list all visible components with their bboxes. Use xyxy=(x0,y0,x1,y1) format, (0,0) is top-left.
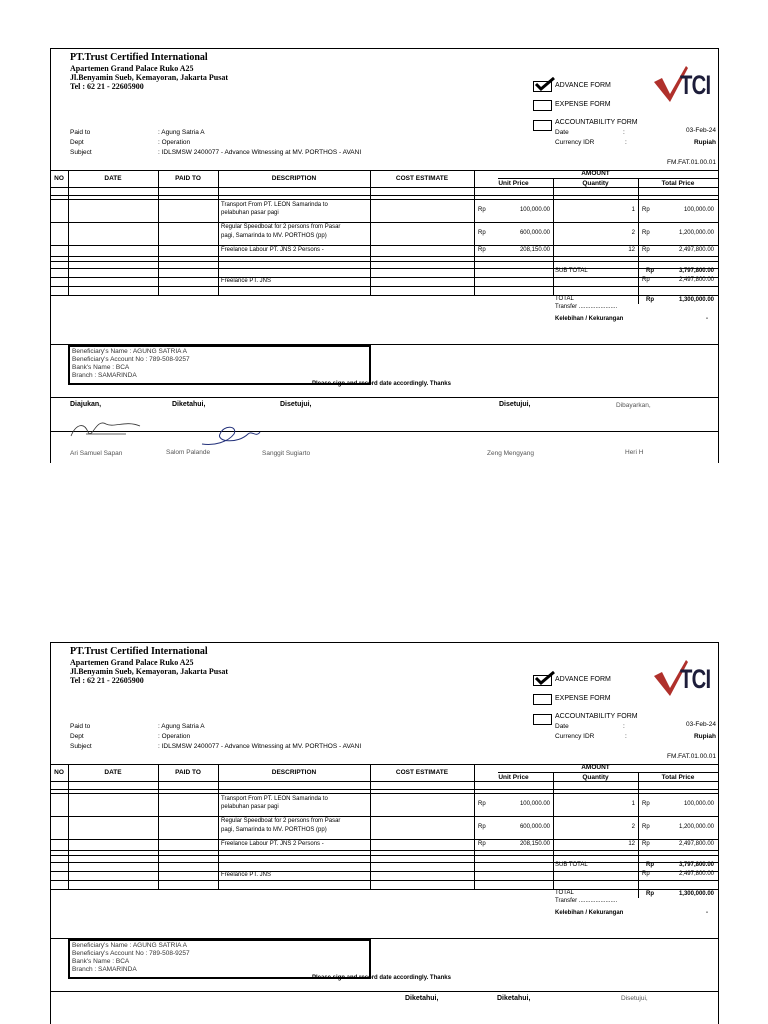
bank-name: Bank's Name : BCA xyxy=(72,958,130,965)
company-name: PT.Trust Certified International xyxy=(70,52,208,63)
logo-text: TCI xyxy=(680,664,711,694)
dept-label: Dept xyxy=(70,733,84,740)
row-line xyxy=(50,839,718,840)
amount-split-line xyxy=(498,178,718,179)
total-value: 1,300,000.00 xyxy=(678,891,714,897)
company-name: PT.Trust Certified International xyxy=(70,646,208,657)
row2-unit: 600,000.00 xyxy=(519,824,550,830)
signer-5: Heri H xyxy=(625,449,644,456)
row-line xyxy=(50,286,718,287)
beneficiary-account: Beneficiary's Account No : 789-508-9257 xyxy=(72,356,190,363)
beneficiary-account: Beneficiary's Account No : 789-508-9257 xyxy=(72,950,190,957)
expense-form-checkbox[interactable] xyxy=(533,100,552,111)
row1-cur: Rp xyxy=(478,801,486,807)
row1-desc: Transport From PT. LEON Samarinda to xyxy=(221,202,328,208)
branch-name: Branch : SAMARINDA xyxy=(72,966,137,973)
paid-to-label: Paid to xyxy=(70,129,91,136)
transfer-label: Transfer ....................... xyxy=(555,898,618,904)
currency-value: Rupiah xyxy=(693,139,716,146)
accountability-form-checkbox[interactable] xyxy=(533,714,552,725)
row2-total: 1,200,000.00 xyxy=(678,230,714,236)
date-colon: : xyxy=(623,129,625,136)
bank-name: Bank's Name : BCA xyxy=(72,364,130,371)
row-line xyxy=(50,789,718,790)
row2-qty: 2 xyxy=(631,230,635,236)
col-total-price: Total Price xyxy=(661,180,695,187)
beneficiary-name: Beneficiary's Name : AGUNG SATRIA A xyxy=(72,942,187,949)
currency-value: Rupiah xyxy=(693,733,716,740)
checkmark-icon xyxy=(534,77,556,91)
date-label: Date xyxy=(555,129,569,136)
col-line xyxy=(158,170,159,295)
accountability-form-label: ACCOUNTABILITY FORM xyxy=(555,713,638,720)
section-line xyxy=(50,397,718,398)
row2-total: 1,200,000.00 xyxy=(678,824,714,830)
row-line xyxy=(50,295,718,296)
section-line xyxy=(50,991,718,992)
row3-cur: Rp xyxy=(478,841,486,847)
freelance-value: 2,497,800.00 xyxy=(678,277,714,283)
col-line xyxy=(218,170,219,295)
row2-cur2: Rp xyxy=(642,230,650,236)
row3-total: 2,497,800.00 xyxy=(678,841,714,847)
freelance-desc: Freelance PT. JNS xyxy=(221,278,272,284)
dept-value: : Operation xyxy=(158,733,191,740)
expense-form-1 xyxy=(50,48,718,463)
kelebihan-value: - xyxy=(706,910,708,916)
subject-value: : IDLSMSW 2400077 - Advance Witnessing at MV. PORTHOS - AVANI xyxy=(158,743,362,750)
company-address-1: Apartemen Grand Palace Ruko A25 xyxy=(70,658,194,667)
currency-colon: : xyxy=(625,733,627,740)
beneficiary-name: Beneficiary's Name : AGUNG SATRIA A xyxy=(72,348,187,355)
signature-scribble-2 xyxy=(198,420,268,450)
total-label: TOTAL xyxy=(555,296,574,302)
row1-unit: 100,000.00 xyxy=(519,207,550,213)
kelebihan-label: Kelebihan / Kekurangan xyxy=(555,910,624,916)
paid-to-value: : Agung Satria A xyxy=(158,723,205,730)
expense-form-label: EXPENSE FORM xyxy=(555,101,611,108)
date-value: 03-Feb-24 xyxy=(686,127,716,134)
row1-desc2: pelabuhan pasar pagi xyxy=(221,210,279,216)
row1-cur2: Rp xyxy=(642,207,650,213)
total-cur: Rp xyxy=(646,297,654,303)
row2-desc: Regular Speedboat for 2 persons from Pasar xyxy=(221,224,341,230)
row-line xyxy=(50,277,718,278)
row-line xyxy=(50,256,718,257)
row-line xyxy=(50,862,718,863)
col-no: NO xyxy=(54,769,64,776)
total-cur: Rp xyxy=(646,891,654,897)
col-amount: AMOUNT xyxy=(581,764,610,771)
tci-logo xyxy=(652,64,712,104)
col-amount: AMOUNT xyxy=(581,170,610,177)
row3-qty: 12 xyxy=(628,247,635,253)
row-line xyxy=(50,268,718,269)
right-border xyxy=(718,48,719,463)
advance-form-checkbox[interactable] xyxy=(533,81,552,92)
total-label: TOTAL xyxy=(555,890,574,896)
subtotal-label: SUB TOTAL xyxy=(555,862,588,868)
date-label: Date xyxy=(555,723,569,730)
row-line xyxy=(50,871,718,872)
row3-unit: 208,150.00 xyxy=(519,841,550,847)
col-description: DESCRIPTION xyxy=(271,769,317,776)
col-line xyxy=(158,764,159,889)
row1-qty: 1 xyxy=(631,801,635,807)
freelance-value: 2,497,800.00 xyxy=(678,871,714,877)
diketahui-label-2: Diketahui, xyxy=(497,995,531,1002)
advance-form-checkbox[interactable] xyxy=(533,675,552,686)
row2-desc2: pagi, Samarinda to MV. PORTHOS (pp) xyxy=(221,233,327,239)
subtotal-label: SUB TOTAL xyxy=(555,268,588,274)
branch-name: Branch : SAMARINDA xyxy=(72,372,137,379)
sign-note: Please sign and record date accordingly. Thanks xyxy=(312,975,451,981)
col-paid-to: PAID TO xyxy=(175,175,201,182)
row-line xyxy=(50,199,718,200)
row-line xyxy=(50,793,718,794)
row2-cur2: Rp xyxy=(642,824,650,830)
expense-form-checkbox[interactable] xyxy=(533,694,552,705)
col-line xyxy=(474,170,475,295)
row2-cur: Rp xyxy=(478,824,486,830)
col-cost-estimate: COST ESTIMATE xyxy=(395,769,449,776)
row-line xyxy=(50,261,718,262)
col-date: DATE xyxy=(104,769,122,776)
paid-to-value: : Agung Satria A xyxy=(158,129,205,136)
subject-value: : IDLSMSW 2400077 - Advance Witnessing at MV. PORTHOS - AVANI xyxy=(158,149,362,156)
form-code: FM.FAT.01.00.01 xyxy=(666,159,716,166)
dibayarkan-label: Dibayarkan, xyxy=(616,402,651,409)
top-border xyxy=(50,642,718,643)
diketahui-label-1: Diketahui, xyxy=(405,995,439,1002)
tci-logo xyxy=(652,658,712,698)
col-line xyxy=(370,764,371,889)
row2-cur: Rp xyxy=(478,230,486,236)
disetujui-label: Disetujui, xyxy=(621,995,648,1002)
dept-value: : Operation xyxy=(158,139,191,146)
signer-1: Ari Samuel Sapan xyxy=(70,450,123,457)
amount-split-line xyxy=(498,772,718,773)
row2-desc: Regular Speedboat for 2 persons from Pasar xyxy=(221,818,341,824)
subtotal-cur: Rp xyxy=(646,268,654,274)
currency-colon: : xyxy=(625,139,627,146)
col-no: NO xyxy=(54,175,64,182)
paid-to-label: Paid to xyxy=(70,723,91,730)
total-value: 1,300,000.00 xyxy=(678,297,714,303)
col-line xyxy=(68,764,69,889)
col-description: DESCRIPTION xyxy=(271,175,317,182)
accountability-form-checkbox[interactable] xyxy=(533,120,552,131)
expense-form-label: EXPENSE FORM xyxy=(555,695,611,702)
subject-label: Subject xyxy=(70,743,92,750)
currency-label: Currency IDR xyxy=(555,139,595,146)
freelance-desc: Freelance PT. JNS xyxy=(221,872,272,878)
freelance-cur: Rp xyxy=(642,871,650,877)
section-line xyxy=(50,431,718,432)
col-quantity: Quantity xyxy=(582,774,609,781)
col-line xyxy=(218,764,219,889)
dept-label: Dept xyxy=(70,139,84,146)
right-border xyxy=(718,642,719,1024)
date-colon: : xyxy=(623,723,625,730)
row3-cur2: Rp xyxy=(642,247,650,253)
company-phone: Tel : 62 21 - 22605900 xyxy=(70,82,144,91)
col-line xyxy=(68,170,69,295)
row1-cur: Rp xyxy=(478,207,486,213)
header-bottom-line xyxy=(50,187,718,188)
transfer-label: Transfer ....................... xyxy=(555,304,618,310)
kelebihan-value: - xyxy=(706,316,708,322)
col-line xyxy=(553,772,554,889)
subject-label: Subject xyxy=(70,149,92,156)
currency-label: Currency IDR xyxy=(555,733,595,740)
row1-unit: 100,000.00 xyxy=(519,801,550,807)
date-value: 03-Feb-24 xyxy=(686,721,716,728)
signer-2: Salom Palande xyxy=(166,449,211,456)
col-paid-to: PAID TO xyxy=(175,769,201,776)
row-line xyxy=(50,880,718,881)
header-bottom-line xyxy=(50,781,718,782)
row1-qty: 1 xyxy=(631,207,635,213)
logo-text: TCI xyxy=(680,70,711,100)
row1-cur2: Rp xyxy=(642,801,650,807)
row1-total: 100,000.00 xyxy=(683,801,714,807)
col-line xyxy=(638,772,639,898)
row-line xyxy=(50,855,718,856)
row3-qty: 12 xyxy=(628,841,635,847)
col-date: DATE xyxy=(104,175,122,182)
row3-cur2: Rp xyxy=(642,841,650,847)
row2-desc2: pagi, Samarinda to MV. PORTHOS (pp) xyxy=(221,827,327,833)
kelebihan-label: Kelebihan / Kekurangan xyxy=(555,316,624,322)
row3-cur: Rp xyxy=(478,247,486,253)
row3-total: 2,497,800.00 xyxy=(678,247,714,253)
row-line xyxy=(50,816,718,817)
disetujui-label-1: Disetujui, xyxy=(280,401,312,408)
row-line xyxy=(50,195,718,196)
checkmark-icon xyxy=(534,671,556,685)
row-line xyxy=(50,850,718,851)
accountability-form-label: ACCOUNTABILITY FORM xyxy=(555,119,638,126)
row2-unit: 600,000.00 xyxy=(519,230,550,236)
col-quantity: Quantity xyxy=(582,180,609,187)
row3-desc: Freelance Labour PT. JNS 2 Persons - xyxy=(221,841,324,847)
subtotal-value: 3,797,800.00 xyxy=(678,268,714,274)
diajukan-label: Diajukan, xyxy=(70,401,102,408)
form-code: FM.FAT.01.00.01 xyxy=(666,753,716,760)
disetujui-label-2: Disetujui, xyxy=(499,401,531,408)
freelance-cur: Rp xyxy=(642,277,650,283)
expense-form-2 xyxy=(50,642,718,1024)
subtotal-value: 3,797,800.00 xyxy=(678,862,714,868)
signature-scribble-1 xyxy=(66,414,146,444)
beneficiary-box xyxy=(68,939,371,979)
advance-form-label: ADVANCE FORM xyxy=(555,676,611,683)
row3-desc: Freelance Labour PT. JNS 2 Persons - xyxy=(221,247,324,253)
beneficiary-box xyxy=(68,345,371,385)
top-border xyxy=(50,48,718,49)
row1-total: 100,000.00 xyxy=(683,207,714,213)
row1-desc: Transport From PT. LEON Samarinda to xyxy=(221,796,328,802)
company-address-1: Apartemen Grand Palace Ruko A25 xyxy=(70,64,194,73)
row-line xyxy=(50,222,718,223)
row1-desc2: pelabuhan pasar pagi xyxy=(221,804,279,810)
col-line xyxy=(370,170,371,295)
col-line xyxy=(553,178,554,295)
sign-note: Please sign and record date accordingly. Thanks xyxy=(312,381,451,387)
col-total-price: Total Price xyxy=(661,774,695,781)
col-cost-estimate: COST ESTIMATE xyxy=(395,175,449,182)
col-line xyxy=(638,178,639,304)
row-line xyxy=(50,245,718,246)
col-unit-price: Unit Price xyxy=(498,774,529,781)
diketahui-label: Diketahui, xyxy=(172,401,206,408)
row2-qty: 2 xyxy=(631,824,635,830)
company-address-2: Jl.Benyamin Sueb, Kemayoran, Jakarta Pusat xyxy=(70,667,229,676)
signer-4: Zeng Mengyang xyxy=(487,450,534,457)
subtotal-cur: Rp xyxy=(646,862,654,868)
company-phone: Tel : 62 21 - 22605900 xyxy=(70,676,144,685)
row-line xyxy=(50,889,718,890)
left-border xyxy=(50,642,51,1024)
company-address-2: Jl.Benyamin Sueb, Kemayoran, Jakarta Pusat xyxy=(70,73,229,82)
signer-3: Sanggit Sugiarto xyxy=(262,450,311,457)
advance-form-label: ADVANCE FORM xyxy=(555,82,611,89)
col-unit-price: Unit Price xyxy=(498,180,529,187)
col-line xyxy=(474,764,475,889)
row3-unit: 208,150.00 xyxy=(519,247,550,253)
